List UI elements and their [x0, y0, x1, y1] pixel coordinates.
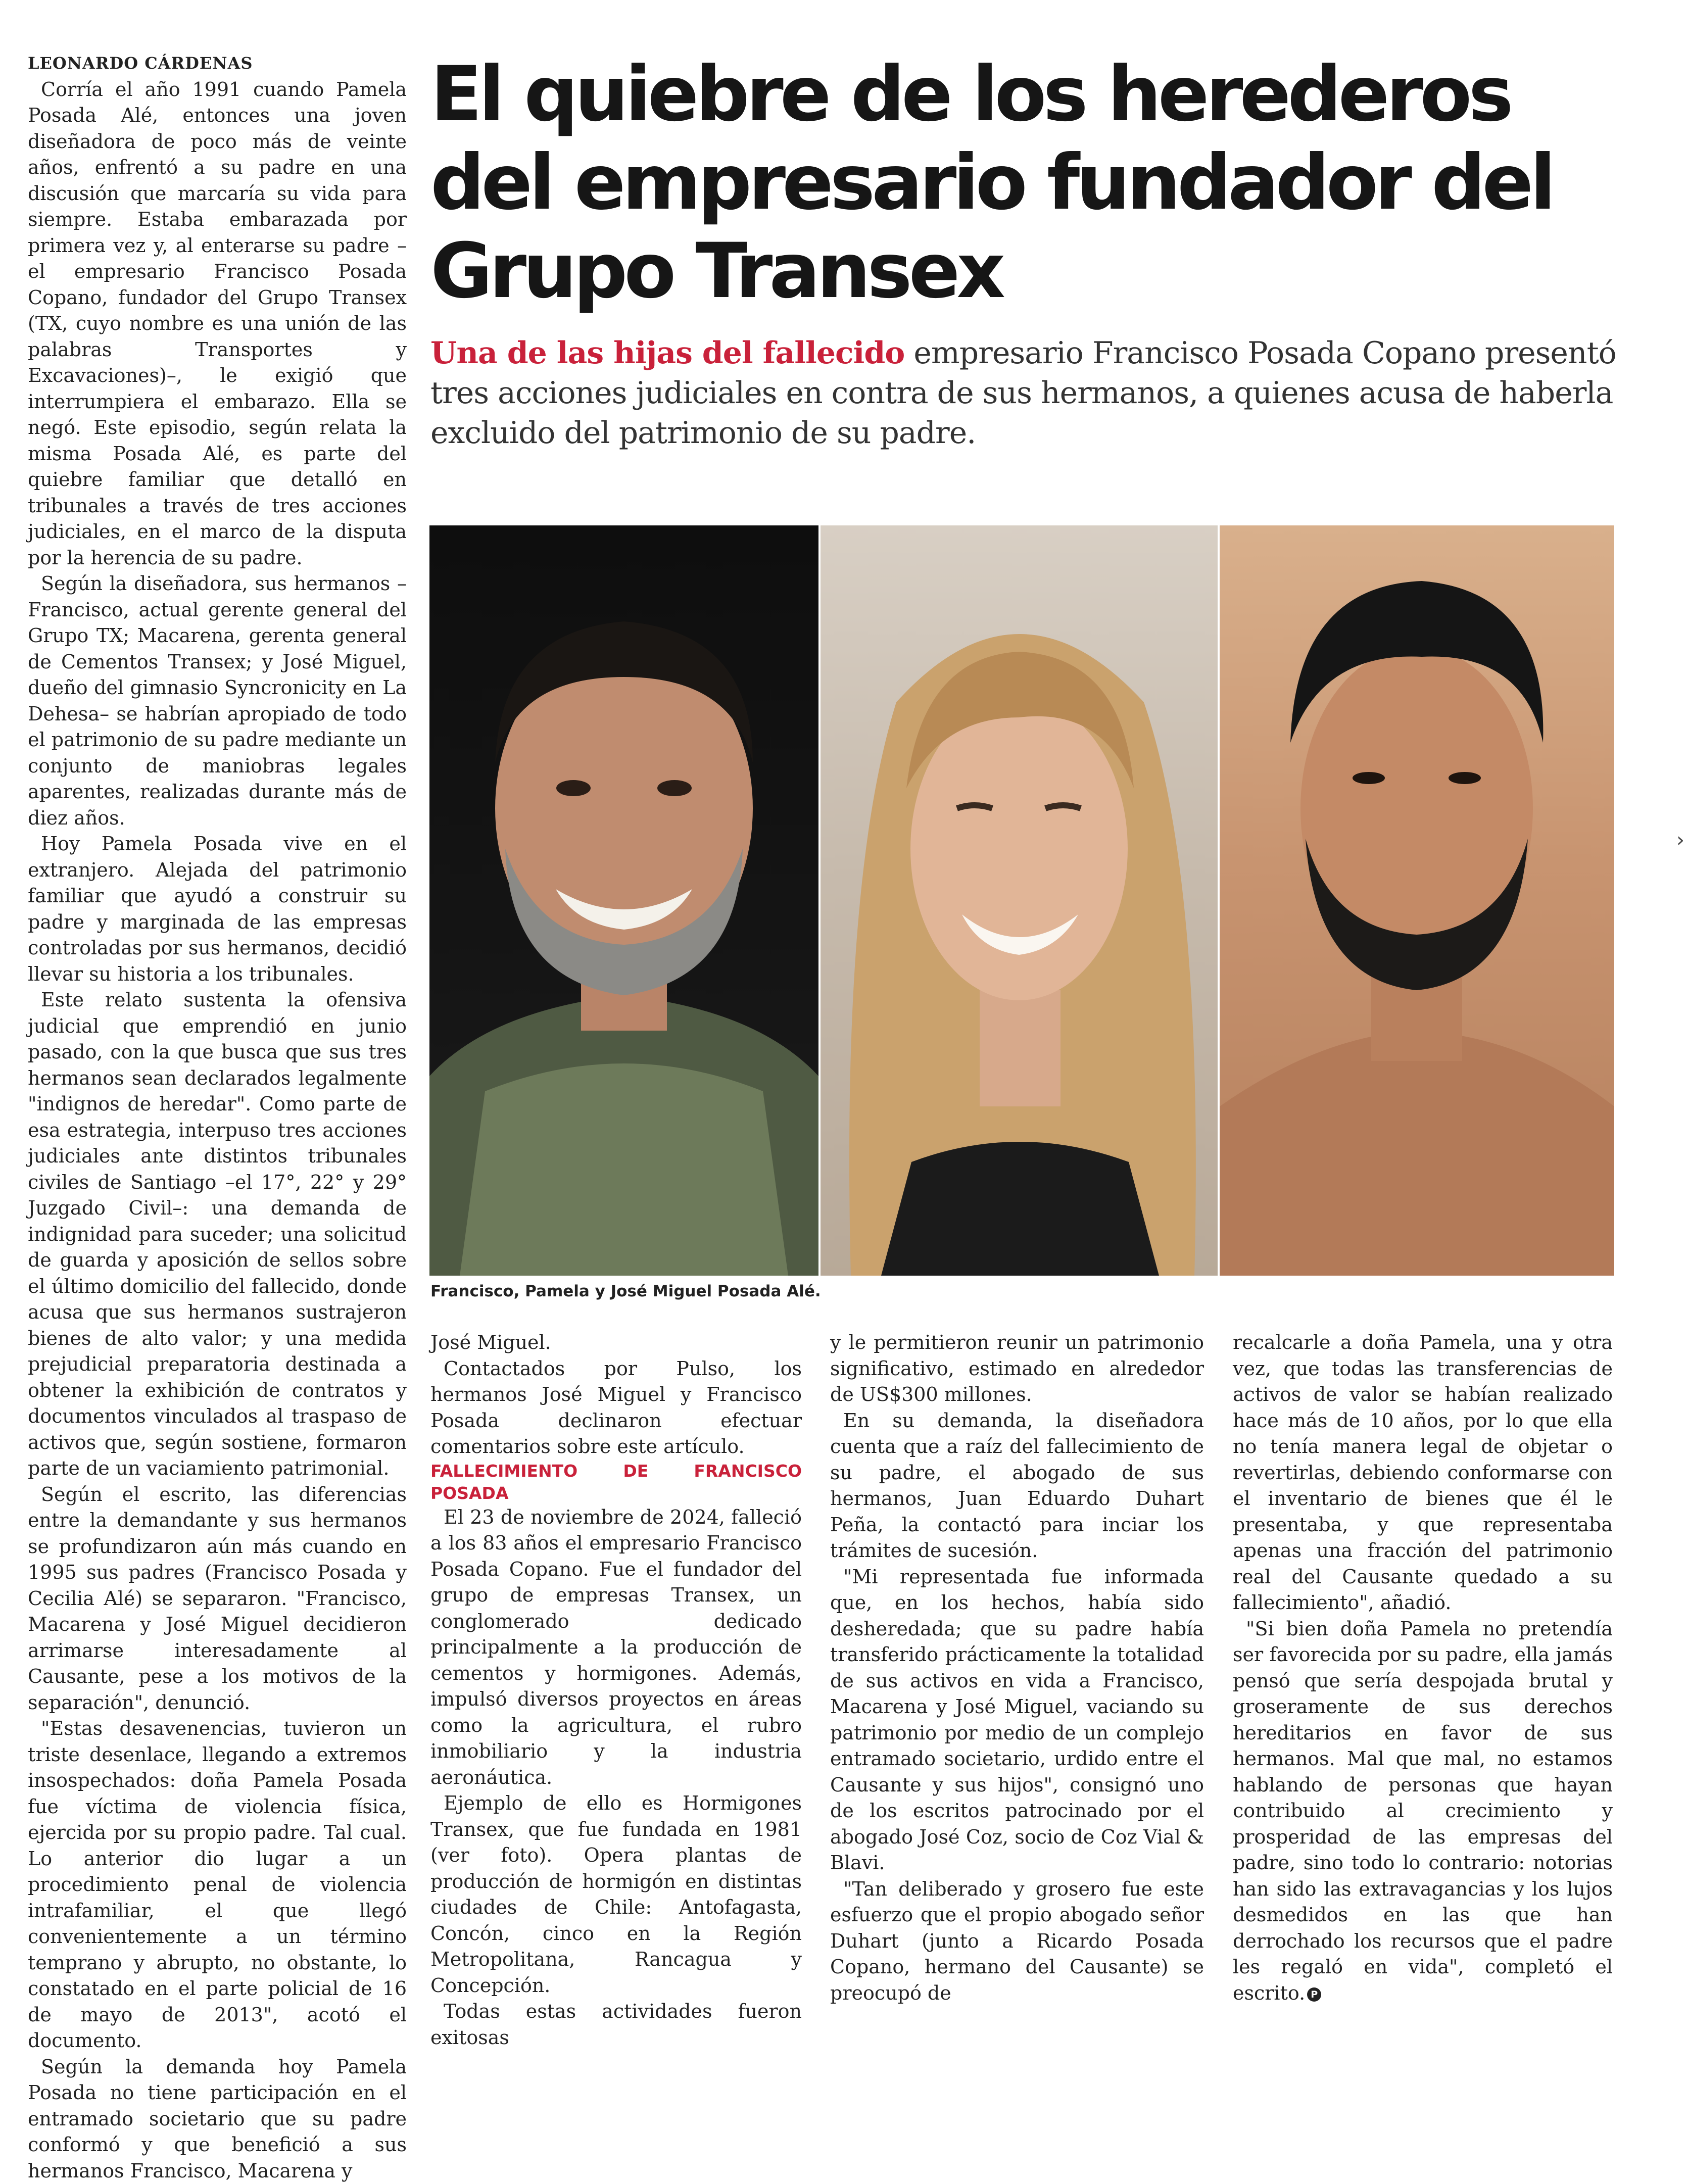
- left-paragraph-4: Este relato sustenta la ofensiva judicial que emprendió en junio pasado, con la que busca que sus tres hermanos sean declarados legalmente "indignos de heredar". Como parte de esa estrategia, interpuso tres acciones judiciales ante distintos tribunales civiles de Santiago –el 17°, 22° y 29° Juzgado Civil–: una demanda de indignidad para suceder; una solicitud de guarda y aposición de sellos sobre el último domicilio del fallecido, donde acusa que sus hermanos sustrajeron bienes de alto valor; y una medida prejudicial preparatoria destinada a obtener la exhibición de contratos y documentos vinculados al traspaso de activos que, según sostiene, formaron parte de un vaciamiento patrimonial.: [28, 987, 407, 1482]
- left-paragraph-2: Según la diseñadora, sus hermanos –Francisco, actual gerente general del Grupo TX; Macarena, gerenta general de Cementos Transex; y José Miguel, dueño del gimnasio Syncronicity en La Dehesa– se habrían apropiado de todo el patrimonio de su padre mediante un conjunto de maniobras legales aparentes, realizadas durante más de diez años.: [28, 571, 407, 831]
- photo-francisco: [429, 525, 818, 1276]
- left-paragraph-6: "Estas desavenencias, tuvieron un triste desenlace, llegando a extremos insospechados: doña Pamela Posada fue víctima de violencia física, ejercida por su propio padre. Tal cual. Lo anterior dio lugar a un procedimiento penal de violencia intrafamiliar, el que llegó convenientemente a un término temprano y abrupto, no obstante, lo constatado en el parte policial de 16 de mayo de 2013", acotó el documento.: [28, 1716, 407, 2054]
- column-4-paragraph-1: [1233, 1616, 1613, 2007]
- column-4: [1233, 1330, 1613, 2006]
- headline: El quiebre de los herederos del empresario fundador del Grupo Transex: [430, 51, 1643, 316]
- column-2-paragraph-3: Ejemplo de ello es Hormigones Transex, que fue fundada en 1981 (ver foto). Opera plantas de producción de hormigón en distintas ciudades de Chile: Antofagasta, Concón, cinco en la Región Metropolitana, Rancagua y Concepción.: [430, 1790, 802, 1999]
- next-page-arrow[interactable]: ›: [1676, 829, 1684, 852]
- portrait-pamela-illustration: [821, 525, 1218, 1276]
- left-paragraph-1: Corría el año 1991 cuando Pamela Posada Alé, entonces una joven diseñadora de poco más de veinte años, enfrentó a su padre en una discusión que marcaría su vida para siempre. Estaba embarazada por primera vez y, al enterarse su padre –el empresario Francisco Posada Copano, fundador del Grupo Transex (TX, cuyo nombre es una unión de las palabras Transportes y Excavaciones)–, le exigió que interrumpiera el embarazo. Ella se negó. Este episodio, según relata la misma Posada Alé, es parte del quiebre familiar que detalló en tribunales a través de tres acciones judiciales, en el marco de la disputa por la herencia de su padre.: [28, 77, 407, 571]
- photo-caption: Francisco, Pamela y José Miguel Posada Alé.: [430, 1282, 821, 1300]
- photo-strip: [429, 525, 1614, 1276]
- column-4-continued: recalcarle a doña Pamela, una y otra vez, que todas las transferencias de activos de valor se habían realizado hace más de 10 años, por lo que ella no tenía manera legal de objetar o revertirlas, debiendo conformarse con el inventario de bienes que él le presentaba, y que representaba apenas una fracción del patrimonio real del Causante quedado a su fallecimiento", añadió.: [1233, 1330, 1613, 1616]
- column-3-continued: y le permitieron reunir un patrimonio significativo, estimado en alrededor de US$300 millones.: [830, 1330, 1204, 1408]
- column-2-paragraph-4: Todas estas actividades fueron exitosas: [430, 1999, 802, 2051]
- left-column: [28, 51, 407, 2184]
- column-3-paragraph-3: "Tan deliberado y grosero fue este esfuerzo que el propio abogado señor Duhart (junto a Ricardo Posada Copano, hermano del Causante) se preocupó de: [830, 1876, 1204, 2007]
- section-heading: FALLECIMIENTO DE FRANCISCO POSADA: [430, 1460, 802, 1504]
- end-mark-icon: P: [1307, 1987, 1321, 2002]
- left-paragraph-7: Según la demanda hoy Pamela Posada no tiene participación en el entramado societario que su padre conformó y que benefició a sus hermanos Francisco, Macarena y: [28, 2054, 407, 2184]
- left-paragraph-3: Hoy Pamela Posada vive en el extranjero. Alejada del patrimonio familiar que ayudó a construir su padre y marginada de las empresas controladas por sus hermanos, decidió llevar su historia a los tribunales.: [28, 831, 407, 987]
- column-3-paragraph-1: En su demanda, la diseñadora cuenta que a raíz del fallecimiento de su padre, el abogado de sus hermanos, Juan Eduardo Duhart Peña, la contactó para inciar los trámites de sucesión.: [830, 1408, 1204, 1564]
- byline: LEONARDO CÁRDENAS: [28, 51, 407, 77]
- column-2-paragraph-2: El 23 de noviembre de 2024, falleció a los 83 años el empresario Francisco Posada Copano. Fue el fundador del grupo de empresas Transex, un conglomerado dedicado principalmente a la producción de cementos y hormigones. Además, impulsó diversos proyectos en áreas como la agricultura, el rubro inmobiliario y la industria aeronáutica.: [430, 1504, 802, 1791]
- deck: [430, 333, 1643, 453]
- column-4-paragraph-1-text: "Si bien doña Pamela no pretendía ser favorecida por su padre, ella jamás pensó que sería despojada brutal y groseramente de sus derechos hereditarios en favor de sus hermanos. Mal que mal, no estamos hablando de personas que hayan contribuido al crecimiento y prosperidad de las empresas del padre, sino todo lo contrario: notorias han sido las extravagancias y los lujos desmedidos en las que han derrochado los recursos que el padre les regaló en vida", completó el escrito.: [1233, 1618, 1613, 2004]
- portrait-jose-miguel-illustration: [1220, 525, 1614, 1276]
- column-2: [430, 1330, 802, 2051]
- deck-rest: empresario Francisco Posada Copano presentó tres acciones judiciales en contra de sus hermanos, a quienes acusa de haberla excluido del patrimonio de su padre.: [430, 335, 1616, 451]
- column-2-continued: José Miguel.: [430, 1330, 802, 1356]
- left-paragraph-5: Según el escrito, las diferencias entre la demandante y sus hermanos se profundizaron aún más cuando en 1995 sus padres (Francisco Posada y Cecilia Alé) se separaron. "Francisco, Macarena y José Miguel decidieron arrimarse interesadamente al Causante, pese a los motivos de la separación", denunció.: [28, 1482, 407, 1716]
- column-3: [830, 1330, 1204, 2006]
- column-3-paragraph-2: "Mi representada fue informada que, en los hechos, había sido desheredada; que su padre había transferido prácticamente la totalidad de sus activos en vida a Francisco, Macarena y José Miguel, vaciando su patrimonio por medio de un complejo entramado societario, urdido entre el Causante y sus hijos", consignó uno de los escritos patrocinado por el abogado José Coz, socio de Coz Vial & Blavi.: [830, 1564, 1204, 1876]
- portrait-francisco-illustration: [429, 525, 818, 1276]
- deck-lead: Una de las hijas del fallecido: [430, 335, 904, 371]
- column-2-paragraph-1: Contactados por Pulso, los hermanos José Miguel y Francisco Posada declinaron efectuar comentarios sobre este artículo.: [430, 1356, 802, 1460]
- photo-jose-miguel: [1220, 525, 1614, 1276]
- photo-pamela: [821, 525, 1218, 1276]
